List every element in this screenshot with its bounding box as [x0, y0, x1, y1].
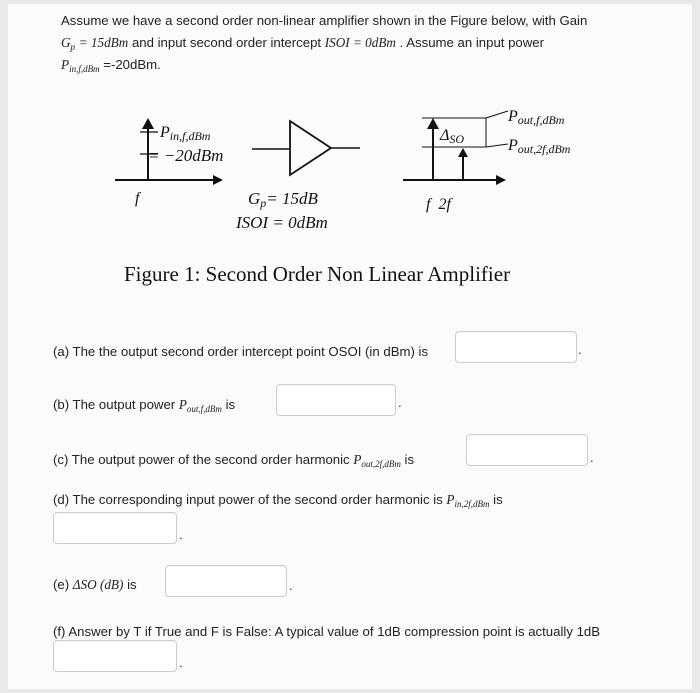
- question-b-text: (b) The output power: [53, 397, 176, 412]
- input-power-label: Pin,f,dBm: [160, 124, 211, 143]
- input-freq-label: f: [135, 190, 140, 207]
- question-b: [53, 397, 235, 414]
- output-2f-label: Pout,2f,dBm: [508, 137, 571, 156]
- answer-a-dot: .: [578, 342, 582, 357]
- question-a: (a) The the output second order intercept point OSOI (in dBm) is: [53, 344, 429, 359]
- answer-f-dot: .: [179, 655, 183, 670]
- question-e-is: is: [127, 577, 137, 592]
- question-c-text: (c) The output power of the second order harmonic: [53, 452, 350, 467]
- answer-f-input[interactable]: [53, 640, 177, 672]
- figure-caption: Figure 1: Second Order Non Linear Amplifier: [124, 262, 511, 286]
- intro-line-1: Assume we have a second order non-linear amplifier shown in the Figure below, with Gain: [61, 13, 588, 28]
- input-power-value: =-20dBm.: [103, 57, 161, 72]
- answer-a-input[interactable]: [455, 331, 577, 363]
- question-page: [8, 4, 692, 689]
- gain-value: = 15dBm: [78, 35, 129, 50]
- answer-c-dot: .: [590, 450, 594, 465]
- intro-middle-text: and input second order intercept: [131, 35, 322, 50]
- question-c-sub: out,2f,dBm: [361, 459, 401, 469]
- input-power-symbol: P: [61, 57, 70, 72]
- question-d: [53, 492, 503, 509]
- question-d-text: (d) The corresponding input power of the second order harmonic is: [53, 492, 443, 507]
- isoi-figure-label: ISOI = 0dBm: [236, 213, 328, 232]
- amplifier-figure: [8, 4, 692, 254]
- answer-d-dot: .: [179, 527, 183, 542]
- input-spectrum: [115, 118, 223, 207]
- amplifier-symbol: [235, 121, 360, 232]
- question-d-is: is: [493, 492, 503, 507]
- answer-b-dot: .: [398, 395, 402, 410]
- question-c: [53, 452, 414, 469]
- question-d-var: P: [446, 492, 455, 507]
- question-b-sub: out,f,dBm: [186, 404, 222, 414]
- question-e-var: ΔSO (dB): [72, 577, 124, 592]
- input-power-subscript: in,f,dBm: [69, 64, 100, 74]
- question-e-label: (e): [53, 577, 70, 592]
- question-d-sub: in,2f,dBm: [454, 499, 490, 509]
- answer-b-input[interactable]: [276, 384, 396, 416]
- gain-symbol: G: [61, 35, 71, 50]
- answer-c-input[interactable]: [466, 434, 588, 466]
- question-c-is: is: [404, 452, 415, 467]
- output-freq-labels: f 2f: [426, 196, 451, 213]
- answer-d-input[interactable]: [53, 512, 177, 544]
- intro-end-text: . Assume an input power: [399, 35, 545, 50]
- output-spectrum: [403, 108, 571, 213]
- question-e: [53, 577, 137, 593]
- question-c-var: P: [353, 452, 362, 467]
- answer-e-input[interactable]: [165, 565, 287, 597]
- answer-e-dot: .: [289, 578, 293, 593]
- delta-so-label: ΔSO: [440, 127, 465, 146]
- question-f: (f) Answer by T if True and F is False: A typical value of 1dB compression point is actually 1dB: [53, 624, 601, 639]
- isoi-value: ISOI = 0dBm: [324, 35, 396, 50]
- input-power-figure-value: = −20dBm: [148, 146, 224, 165]
- gain-figure-label: Gp= 15dB: [248, 189, 318, 210]
- gain-subscript: p: [70, 42, 76, 52]
- output-f-label: Pout,f,dBm: [508, 108, 565, 127]
- question-b-var: P: [178, 397, 187, 412]
- question-b-is: is: [225, 397, 236, 412]
